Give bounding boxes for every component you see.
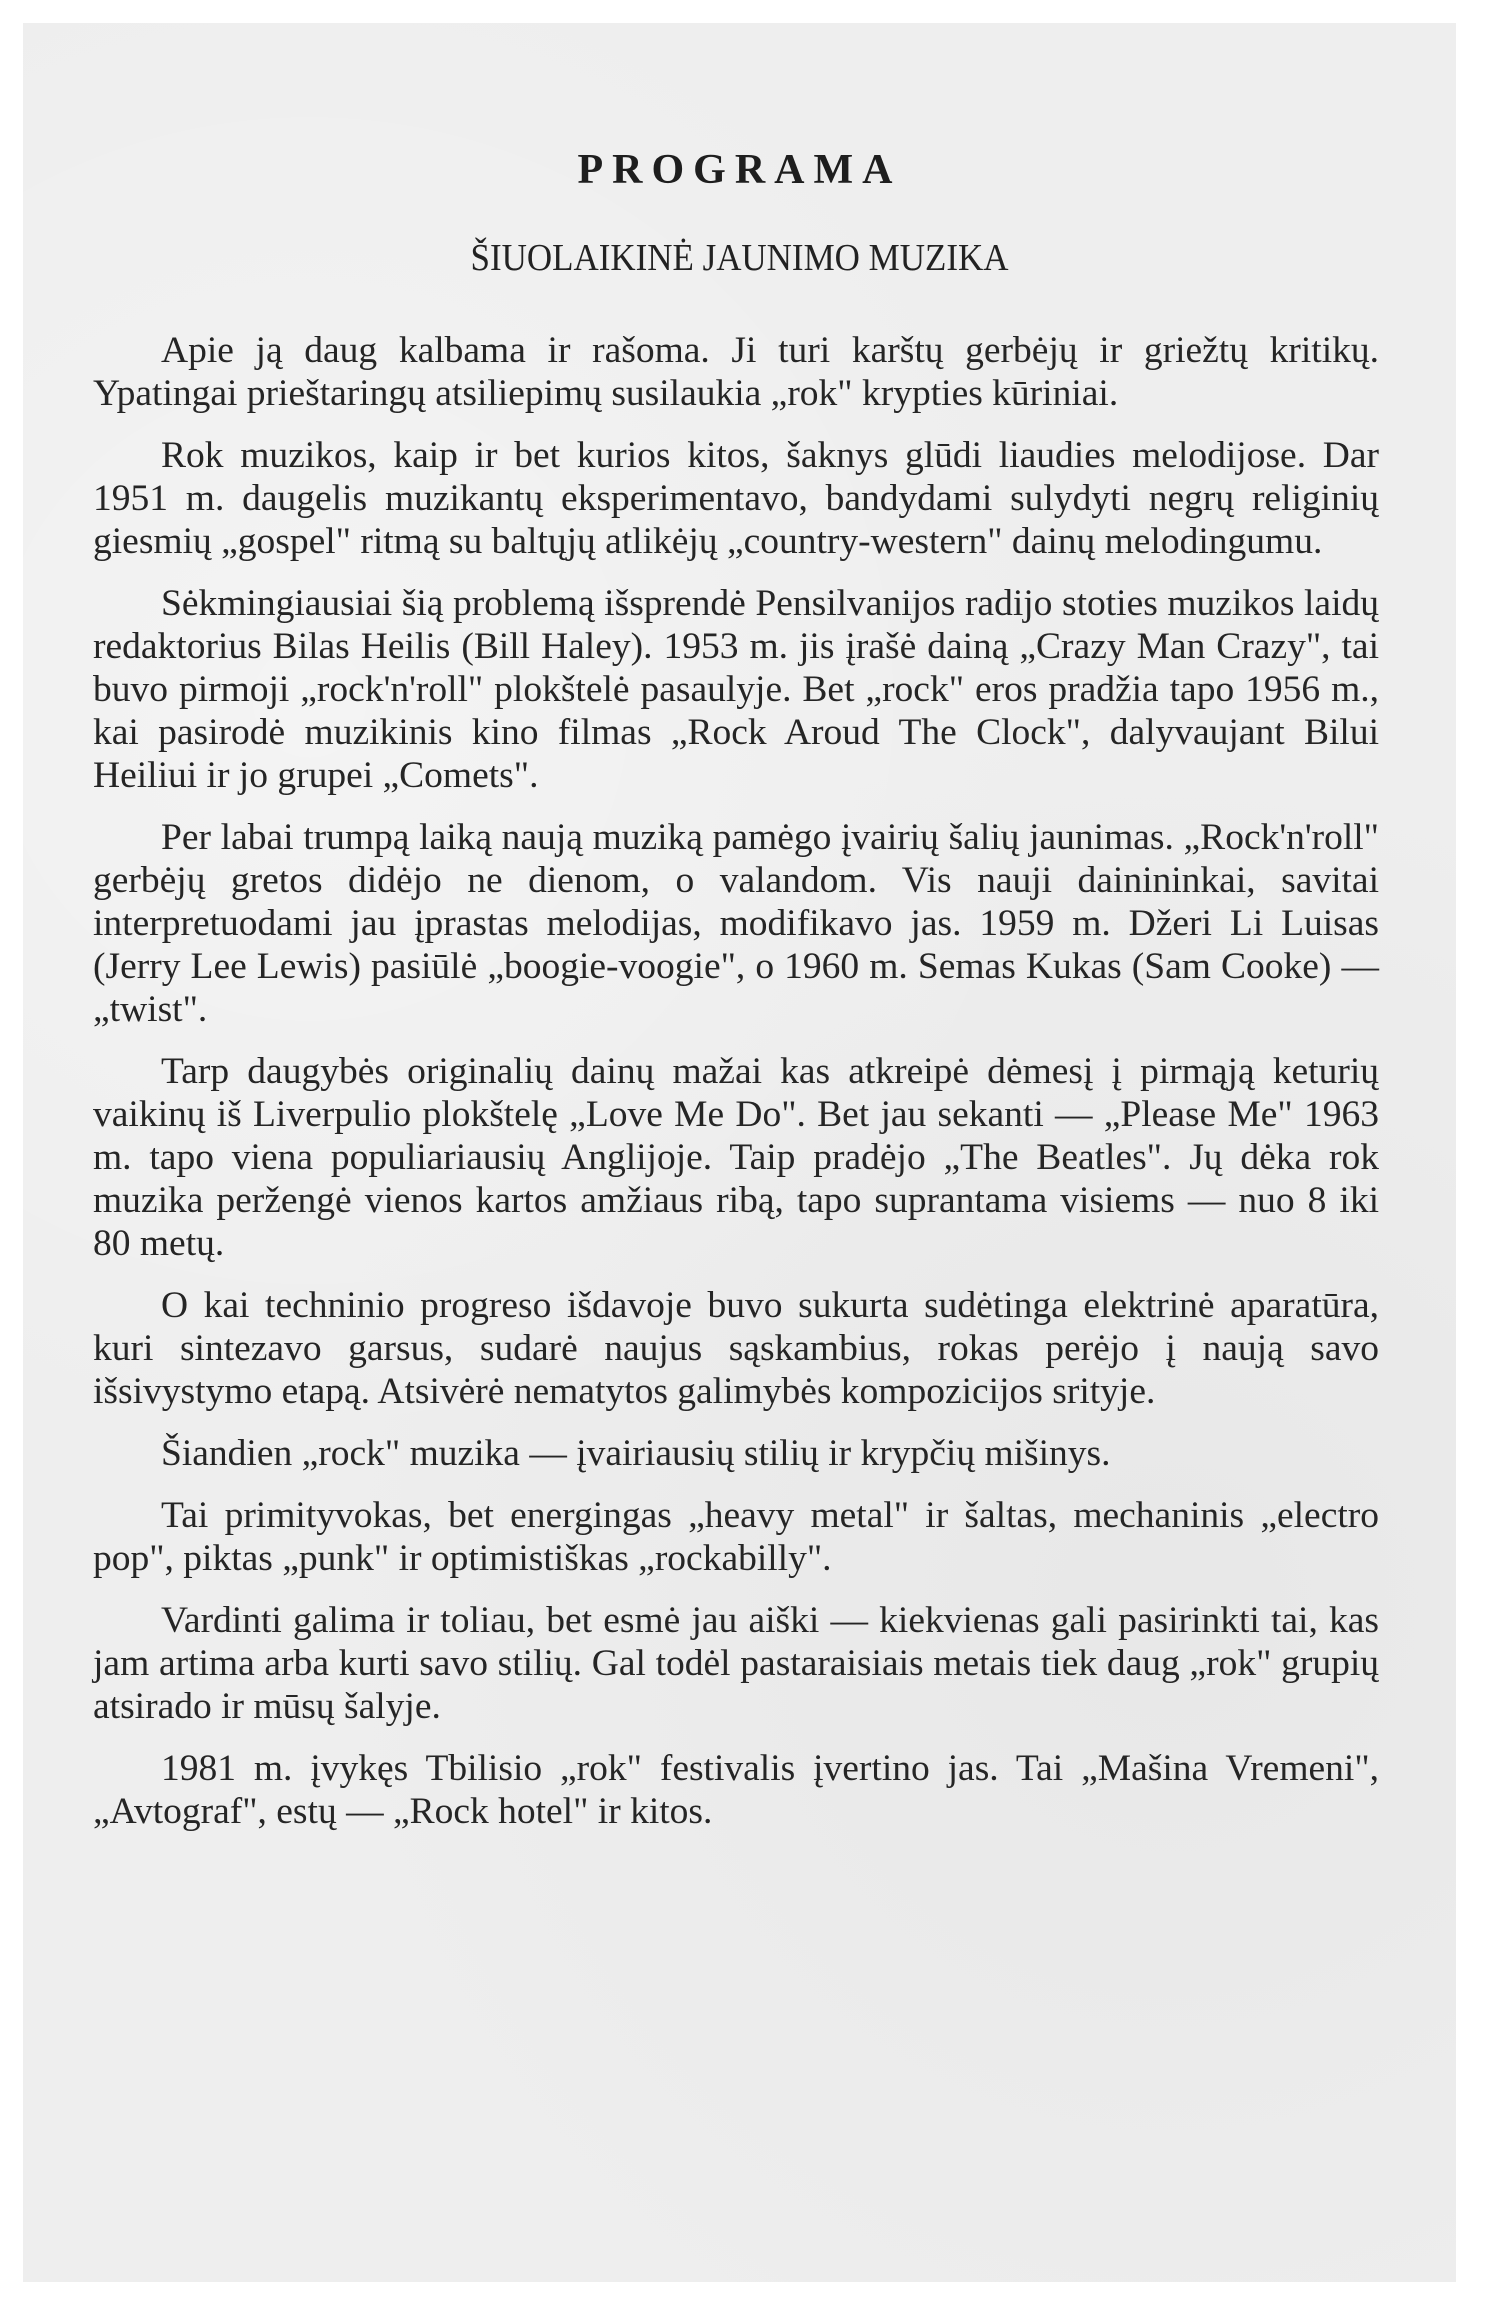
- paragraph: Tai primityvokas, bet energingas „heavy metal" ir šaltas, mechaninis „electro pop", piktas „punk" ir optimistiškas „rockabilly".: [93, 1495, 1379, 1579]
- paragraph: O kai techninio progreso išdavoje buvo sukurta sudėtinga elektrinė aparatūra, kuri sintezavo garsus, sudarė naujus sąskambius, rokas perėjo į naują savo išsivystymo etapą. Atsivėrė nematytos galimybės kompozicijos srityje.: [93, 1285, 1379, 1412]
- article-body: [93, 329, 1379, 1833]
- paragraph: Sėkmingiausiai šią problemą išsprendė Pensilvanijos radijo stoties muzikos laidų redaktorius Bilas Heilis (Bill Haley). 1953 m. jis įrašė dainą „Crazy Man Crazy", tai buvo pirmoji „rock'n'roll" plokštelė pasaulyje. Bet „rock" eros pradžia tapo 1956 m., kai pasirodė muzikinis kino filmas „Rock Aroud The Clock", dalyvaujant Bilui Heiliui ir jo grupei „Comets".: [93, 583, 1379, 796]
- paragraph: Apie ją daug kalbama ir rašoma. Ji turi karštų gerbėjų ir griežtų kritikų. Ypatingai prieštaringų atsiliepimų susilaukia „rok" krypties kūriniai.: [93, 330, 1379, 414]
- paragraph: Per labai trumpą laiką naują muziką pamėgo įvairių šalių jaunimas. „Rock'n'roll" gerbėjų gretos didėjo ne dienom, o valandom. Vis nauji dainininkai, savitai interpretuodami jau įprastas melodijas, modifikavo jas. 1959 m. Džeri Li Luisas (Jerry Lee Lewis) pasiūlė „boogie-voogie", o 1960 m. Semas Kukas (Sam Cooke) — „twist".: [93, 817, 1379, 1030]
- article-heading: ŠIUOLAIKINĖ JAUNIMO MUZIKA: [470, 237, 1009, 279]
- document-page: [23, 23, 1456, 2282]
- paragraph: Šiandien „rock" muzika — įvairiausių stilių ir krypčių mišinys.: [161, 1433, 1111, 1474]
- paragraph: 1981 m. įvykęs Tbilisio „rok" festivalis įvertino jas. Tai „Mašina Vremeni", „Avtograf", estų — „Rock hotel" ir kitos.: [93, 1748, 1379, 1832]
- paragraph: Vardinti galima ir toliau, bet esmė jau aiški — kiekvienas gali pasirinkti tai, kas jam artima arba kurti savo stilių. Gal todėl pastaraisiais metais tiek daug „rok" grupių atsirado ir mūsų šalyje.: [93, 1600, 1379, 1727]
- paragraph: Rok muzikos, kaip ir bet kurios kitos, šaknys glūdi liaudies melodijose. Dar 1951 m. daugelis muzikantų eksperimentavo, bandydami sulydyti negrų religinių giesmių „gospel" ritmą su baltųjų atlikėjų „country-western" dainų melodingumu.: [93, 435, 1379, 562]
- paragraph: Tarp daugybės originalių dainų mažai kas atkreipė dėmesį į pirmąją keturių vaikinų iš Liverpulio plokštelę „Love Me Do". Bet jau sekanti — „Please Me" 1963 m. tapo viena populiariausių Anglijoje. Taip pradėjo „The Beatles". Jų dėka rok muzika peržengė vienos kartos amžiaus ribą, tapo suprantama visiems — nuo 8 iki 80 metų.: [93, 1051, 1379, 1264]
- page-title: PROGRAMA: [577, 147, 902, 193]
